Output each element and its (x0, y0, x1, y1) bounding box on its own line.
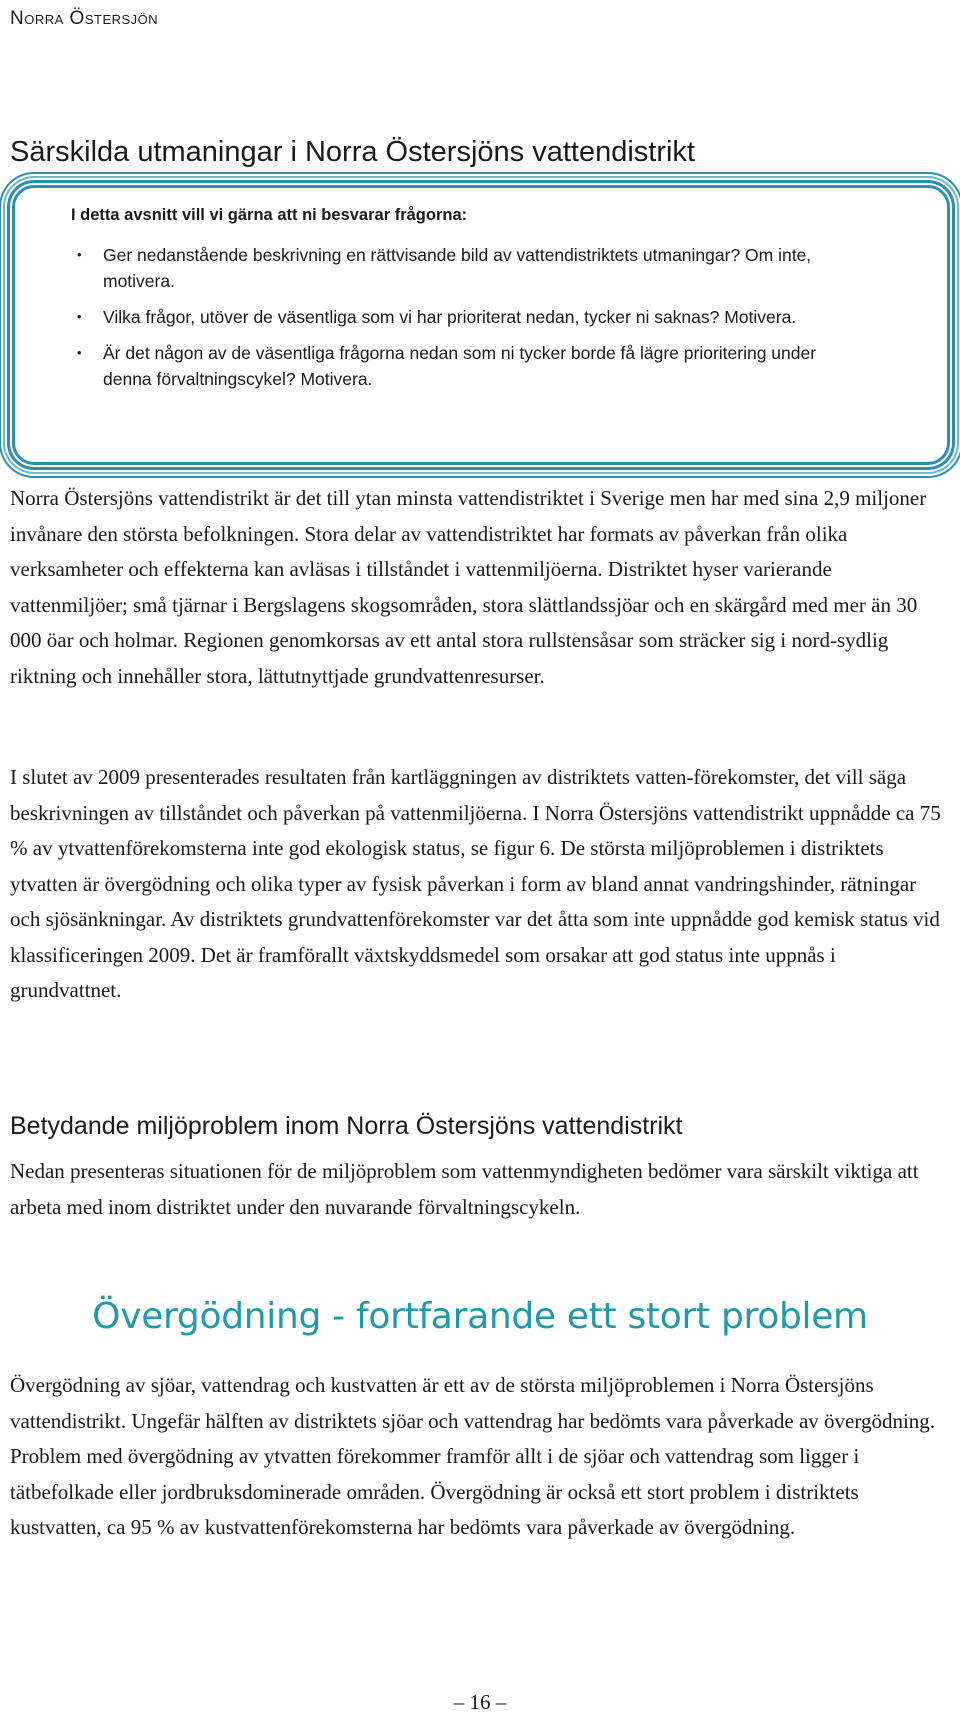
page-number: – 16 – (453, 1690, 507, 1714)
question-text: Vilka frågor, utöver de väsentliga som vi har prioriterat nedan, tycker ni saknas? Motivera. (103, 307, 797, 327)
question-list (37, 242, 925, 392)
running-head: Norra Östersjön (10, 8, 159, 29)
results-paragraph: I slutet av 2009 presenterades resultaten från kartläggningen av distriktets vatten-förekomster, det vill säga beskrivningen av tillståndet och påverkan på vattenmiljöerna. I Norra Östersjöns vattendistrikt uppnådde ca 75 % av ytvattenförekomsterna inte god ekologisk status, se figur 6. De största miljöproblemen i distriktets ytvatten är övergödning och olika typer av fysisk påverkan i form av bland annat vandringshinder, rätningar och sjösänkningar. Av distriktets grundvattenförekomster var det åtta som inte uppnådde god kemisk status vid klassificeringen 2009. Det är framförallt växtskyddsmedel som orsakar att god status inte uppnås i grundvattnet. (10, 765, 941, 1002)
intro-paragraph: Norra Östersjöns vattendistrikt är det till ytan minsta vattendistriktet i Sverige men har med sina 2,9 miljoner invånare den största befolkningen. Stora delar av vattendistriktet har formats av påverkan från olika verksamheter och effekterna kan avläsas i tillståndet i vattenmiljöerna. Distriktet hyser varierande vattenmiljöer; små tjärnar i Bergslagens skogsområden, stora slättlandssjöar och en skärgård med mer än 30 000 öar och holmar. Regionen genomkorsas av ett antal stora rullstensåsar som sträcker sig i nord-sydlig riktning och innehåller stora, lättutnyttjade grundvattenresurser. (10, 486, 927, 688)
bullet-icon: • (77, 309, 82, 324)
question-item (37, 242, 823, 294)
question-item (37, 340, 823, 392)
question-box-heading: I detta avsnitt vill vi gärna att ni besvarar frågorna: (71, 206, 468, 224)
question-text: Är det någon av de väsentliga frågorna nedan som ni tycker borde få lägre prioritering under denna förvaltningscykel? Motivera. (103, 343, 817, 389)
subsection-paragraph: Nedan presenteras situationen för de miljöproblem som vattenmyndigheten bedömer vara särskilt viktiga att arbeta med inom distriktet under den nuvarande förvaltningscykeln. (10, 1159, 919, 1219)
question-text: Ger nedanstående beskrivning en rättvisande bild av vattendistriktets utmaningar? Om inte, motivera. (103, 245, 812, 291)
question-box-content (37, 202, 925, 452)
eutrophication-heading: Övergödning - fortfarande ett stort problem (92, 1296, 868, 1337)
question-item (37, 304, 823, 330)
bullet-icon: • (77, 247, 82, 262)
bullet-icon: • (77, 345, 82, 360)
section-title: Särskilda utmaningar i Norra Östersjöns vattendistrikt (10, 136, 695, 168)
question-box (12, 185, 950, 465)
subsection-heading: Betydande miljöproblem inom Norra Östersjöns vattendistrikt (10, 1112, 683, 1140)
eutrophication-paragraph: Övergödning av sjöar, vattendrag och kustvatten är ett av de största miljöproblemen i Norra Östersjöns vattendistrikt. Ungefär hälften av distriktets sjöar och vattendrag har bedömts vara påverkade av övergödning. Problem med övergödning av ytvatten förekommer framför allt i de sjöar och vattendrag som ligger i tätbefolkade eller jordbruksdominerade områden. Övergödning är också ett stort problem i distriktets kustvatten, ca 95 % av kustvattenförekomsterna har bedömts vara påverkade av övergödning. (10, 1373, 936, 1539)
